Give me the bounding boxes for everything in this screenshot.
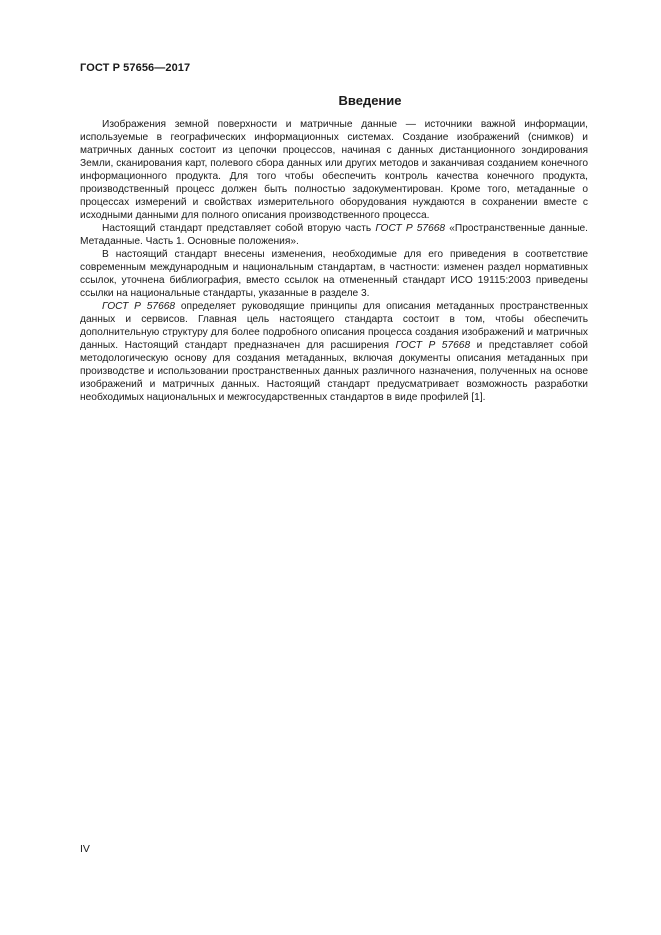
paragraph	[80, 300, 588, 404]
section-title: Введение	[338, 93, 402, 108]
document-header: ГОСТ Р 57656—2017	[80, 62, 191, 74]
paragraph-text: и представляет собой методологическую основу для создания метаданных, включая документы описания метаданных при производстве и использовании пространственных данных различного назначения, полученных на основе изображений и матричных данных. Настоящий стандарт предусматривает возможность разработки необходимых национальных и межгосударственных стандартов в виде профилей [1].	[80, 340, 589, 403]
paragraph-text: определяет руководящие принципы для описания метаданных пространственных данных и сервисов. Главная цель настоящего стандарта состоит в том, чтобы обеспечить дополнительную структуру для более подробного описания процесса создания изображений и матричных данных. Настоящий стандарт предназначен для расширения	[80, 301, 589, 351]
paragraph	[80, 222, 588, 248]
paragraph-text: В настоящий стандарт внесены изменения, необходимые для его приведения в соответствие современным международным и национальным стандартам, в частности: изменен раздел нормативных ссылок, уточнена библиография, вместо ссылок на отмененный стандарт ИСО 19115:2003 приведены ссылки на национальные стандарты, указанные в разделе 3.	[80, 249, 588, 299]
paragraph-text: Изображения земной поверхности и матричные данные — источники важной информации, используемые в географических информационных системах. Создание изображений (снимков) и матричных данных состоит из цепочки процессов, начиная с данных дистанционного зондирования Земли, сканирования карт, полевого сбора данных или других методов и заканчивая созданием конечного информационного продукта. Для того чтобы обеспечить контроль качества конечного продукта, производственный процесс должен быть полностью задокументирован. Кроме того, метаданные о процессах измерений и свойствах измерительного оборудования нуждаются в сохранении вместе с исходными данными для полного описания производственного процесса.	[80, 119, 588, 221]
page-number: IV	[80, 843, 90, 855]
standard-reference: ГОСТ Р 57668	[395, 340, 471, 351]
paragraph-text: «Пространственные данные. Метаданные. Часть 1. Основные положения».	[80, 223, 589, 247]
standard-reference: ГОСТ Р 57668	[375, 223, 446, 234]
paragraph-text: Настоящий стандарт представляет собой вторую часть	[102, 223, 376, 234]
paragraph	[80, 118, 588, 222]
paragraph	[80, 248, 588, 300]
standard-reference: ГОСТ Р 57668	[102, 301, 176, 312]
introduction-body	[80, 118, 588, 404]
